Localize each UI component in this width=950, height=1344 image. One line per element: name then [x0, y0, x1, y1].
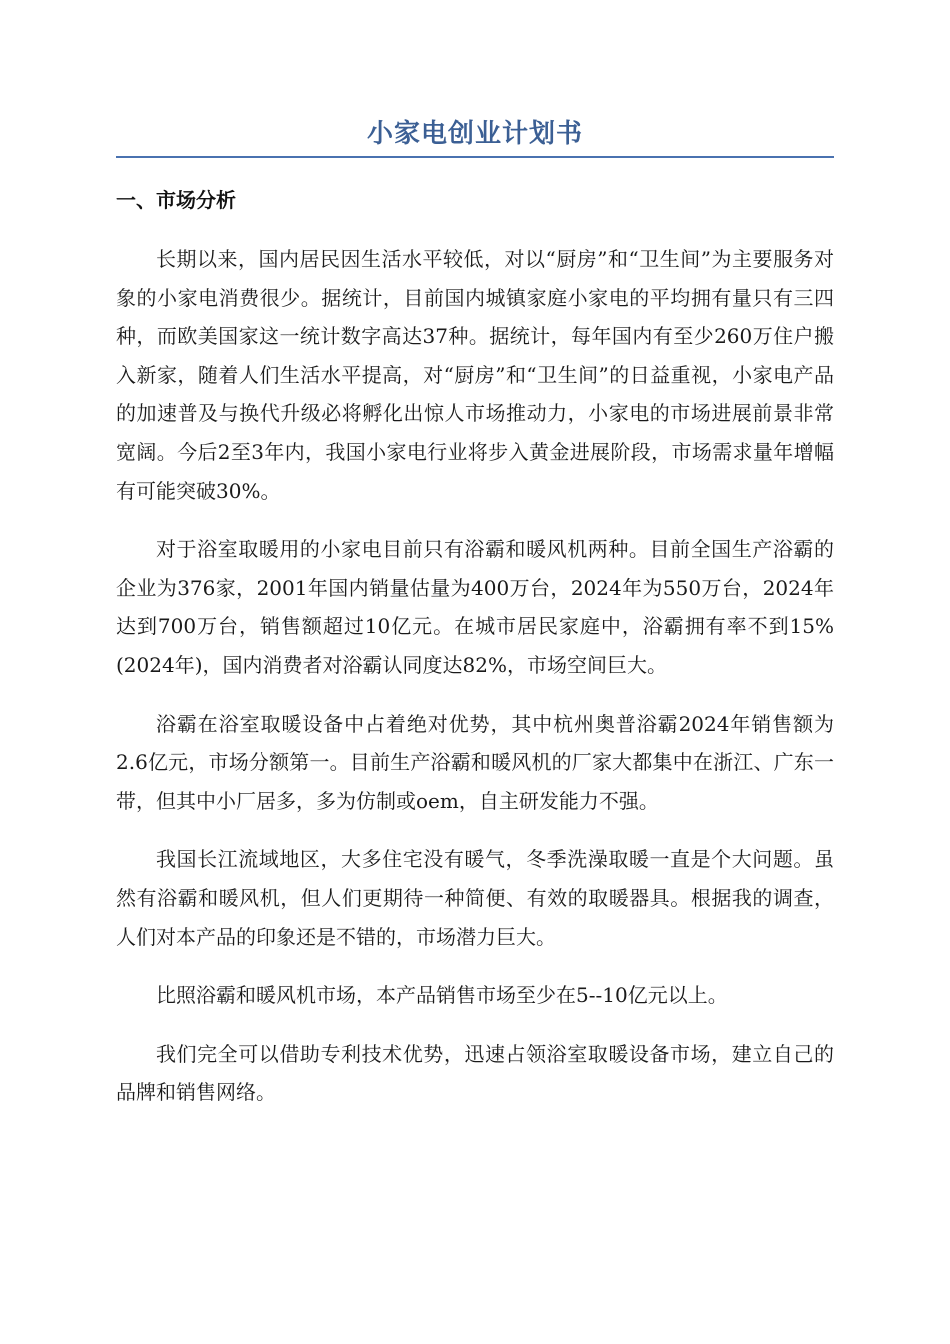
- paragraph-bath-heater-market: 对于浴室取暖用的小家电目前只有浴霸和暖风机两种。目前全国生产浴霸的企业为376家，2001年国内销量估量为400万台，2024年为550万台，2024年达到700万台，销售额超过10亿元。在城市居民家庭中，浴霸拥有率不到15%(2024年)，国内消费者对浴霸认同度达82%，市场空间巨大。: [116, 537, 834, 677]
- paragraph-market-size: 比照浴霸和暖风机市场，本产品销售市场至少在5--10亿元以上。: [156, 983, 728, 1008]
- paragraph-strategy: 我们完全可以借助专利技术优势，迅速占领浴室取暖设备市场，建立自己的品牌和销售网络。: [116, 1041, 834, 1105]
- title-underline: [116, 156, 834, 158]
- paragraph-competition: 浴霸在浴室取暖设备中占着绝对优势，其中杭州奥普浴霸2024年销售额为2.6亿元，市场分额第一。目前生产浴霸和暖风机的厂家大都集中在浙江、广东一带，但其中小厂居多，多为仿制或oem，自主研发能力不强。: [116, 711, 834, 813]
- paragraph-regional-demand: 我国长江流域地区，大多住宅没有暖气，冬季洗澡取暖一直是个大问题。虽然有浴霸和暖风机，但人们更期待一种简便、有效的取暖器具。根据我的调查，人们对本产品的印象还是不错的，市场潜力巨大。: [116, 847, 834, 949]
- section-heading: 一、市场分析: [116, 188, 236, 212]
- document-page: [116, 0, 834, 1112]
- document-title: 小家电创业计划书: [366, 119, 583, 149]
- paragraph-market-overview: 长期以来，国内居民因生活水平较低，对以“厨房”和“卫生间”为主要服务对象的小家电消费很少。据统计，目前国内城镇家庭小家电的平均拥有量只有三四种，而欧美国家这一统计数字高达37种。据统计，每年国内有至少260万住户搬入新家，随着人们生活水平提高，对“厨房”和“卫生间”的日益重视，小家电产品的加速普及与换代升级必将孵化出惊人市场推动力，小家电的市场进展前景非常宽阔。今后2至3年内，我国小家电行业将步入黄金进展阶段，市场需求量年增幅有可能突破30%。: [116, 247, 834, 503]
